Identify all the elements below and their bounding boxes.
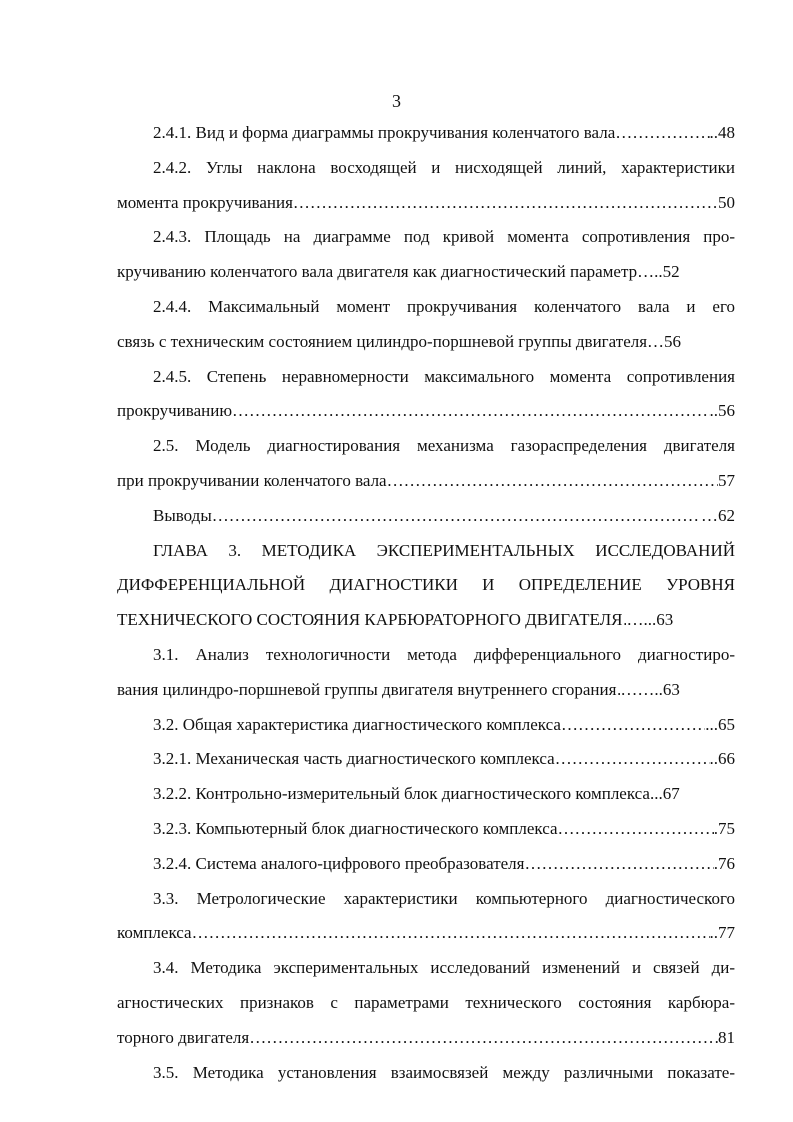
toc-entry-conclusions[interactable] — [117, 499, 735, 534]
toc-entry-title: 3.2.1. Механическая часть диагностического комплекса — [153, 749, 555, 769]
toc-entry-3-4-line2[interactable] — [117, 986, 735, 1021]
toc-entry-title: 3.3. Метрологические характеристики компьютерного диагностического — [153, 888, 735, 908]
toc-entry-2-4-3-line2[interactable] — [117, 255, 735, 290]
toc-chapter-title-cont: ТЕХНИЧЕСКОГО СОСТОЯНИЯ КАРБЮРАТОРНОГО ДВИГАТЕЛЯ — [117, 610, 623, 630]
toc-entry-2-4-3-line1[interactable] — [117, 220, 735, 255]
toc-entry-2-4-2-line2[interactable] — [117, 186, 735, 221]
toc-page-ref: .75 — [713, 818, 735, 838]
toc-dot-leader — [293, 186, 718, 221]
toc-page-ref: ..56 — [709, 401, 735, 421]
toc-entry-2-5-line1[interactable] — [117, 429, 735, 464]
toc-entry-title-cont: торного двигателя — [117, 1027, 250, 1047]
toc-entry-3-1-line1[interactable] — [117, 638, 735, 673]
toc-entry-title-cont: связь с техническим состоянием цилиндро-поршневой группы двигателя — [117, 331, 648, 351]
toc-chapter-3-line3[interactable] — [117, 603, 735, 638]
toc-entry-2-4-1[interactable] — [117, 116, 735, 151]
toc-entry-3-4-line3[interactable] — [117, 1021, 735, 1056]
toc-page-ref: ..77 — [709, 923, 735, 943]
toc-chapter-title-cont: ДИФФЕРЕНЦИАЛЬНОЙ ДИАГНОСТИКИ И ОПРЕДЕЛЕНИЕ УРОВНЯ — [117, 575, 735, 595]
toc-entry-title: 2.4.3. Площадь на диаграмме под кривой момента сопротивления про- — [153, 227, 735, 247]
toc-entry-title: 2.4.2. Углы наклона восходящей и нисходящей линий, характеристики — [153, 157, 735, 177]
toc-dot-leader — [249, 1021, 718, 1056]
toc-dot-leader — [615, 116, 709, 151]
toc-chapter-title: ГЛАВА 3. МЕТОДИКА ЭКСПЕРИМЕНТАЛЬНЫХ ИССЛЕДОВАНИЙ — [153, 540, 735, 560]
toc-entry-3-4-line1[interactable] — [117, 951, 735, 986]
toc-entry-title: Выводы — [153, 505, 212, 525]
toc-entry-2-4-4-line1[interactable] — [117, 290, 735, 325]
toc-entry-title: 3.2. Общая характеристика диагностического комплекса — [153, 714, 561, 734]
toc-entry-title: 3.2.3. Компьютерный блок диагностического комплекса — [153, 818, 558, 838]
toc-page-ref: ..66 — [709, 749, 735, 769]
toc-page-ref: …..52 — [637, 262, 680, 282]
toc-dot-leader — [561, 708, 705, 743]
toc-entry-title: 2.4.5. Степень неравномерности максимального момента сопротивления — [153, 366, 735, 386]
table-of-contents — [117, 116, 735, 1090]
toc-entry-3-2-4[interactable] — [117, 847, 735, 882]
toc-entry-title: 3.5. Методика установления взаимосвязей между различными показате- — [153, 1062, 735, 1082]
toc-dot-leader — [387, 464, 718, 499]
toc-entry-title: 3.1. Анализ технологичности метода дифференциального диагностиро- — [153, 644, 735, 664]
toc-entry-title-cont: кручиванию коленчатого вала двигателя как диагностический параметр — [117, 262, 638, 282]
toc-dot-leader — [555, 742, 710, 777]
toc-entry-title-cont: комплекса — [117, 923, 192, 943]
toc-entry-title: 2.5. Модель диагностирования механизма газораспределения двигателя — [153, 436, 735, 456]
toc-entry-2-5-line2[interactable] — [117, 464, 735, 499]
toc-page-ref: …...63 — [626, 610, 674, 630]
toc-page-ref: …62 — [701, 505, 735, 525]
toc-chapter-3-line1[interactable] — [117, 534, 735, 569]
toc-dot-leader — [212, 499, 701, 534]
toc-entry-3-5-line1[interactable] — [117, 1056, 735, 1091]
toc-page-ref: 81 — [718, 1027, 735, 1047]
toc-entry-title-cont: прокручиванию — [117, 401, 233, 421]
toc-page-ref: 57 — [718, 470, 735, 490]
toc-chapter-3-line2[interactable] — [117, 568, 735, 603]
toc-entry-2-4-5-line1[interactable] — [117, 360, 735, 395]
toc-dot-leader — [525, 847, 714, 882]
toc-entry-title: 2.4.1. Вид и форма диаграммы прокручивания коленчатого вала — [153, 123, 616, 142]
page-number: 3 — [392, 91, 401, 111]
toc-page-ref: 50 — [718, 192, 735, 212]
toc-page-ref: ...67 — [649, 784, 680, 804]
toc-entry-title: 3.4. Методика экспериментальных исследований изменений и связей ди- — [153, 958, 735, 978]
toc-entry-3-3-line1[interactable] — [117, 882, 735, 917]
toc-entry-title-cont: вания цилиндро-поршневой группы двигателя внутреннего сгорания — [117, 679, 617, 699]
toc-entry-2-4-2-line1[interactable] — [117, 151, 735, 186]
toc-page-ref: …56 — [647, 331, 682, 351]
toc-page-ref: ……..63 — [620, 679, 680, 699]
toc-page-ref: ..48 — [709, 123, 735, 142]
toc-page-ref: ...65 — [705, 714, 735, 734]
toc-entry-3-2-2[interactable] — [117, 777, 735, 812]
toc-dot-leader — [192, 916, 710, 951]
toc-entry-3-2-3[interactable] — [117, 812, 735, 847]
toc-entry-3-2[interactable] — [117, 708, 735, 743]
toc-entry-2-4-5-line2[interactable] — [117, 394, 735, 429]
toc-entry-2-4-4-line2[interactable] — [117, 325, 735, 360]
toc-entry-title: 3.2.2. Контрольно-измерительный блок диагностического комплекса — [153, 784, 650, 804]
toc-entry-3-2-1[interactable] — [117, 742, 735, 777]
toc-entry-3-3-line2[interactable] — [117, 916, 735, 951]
toc-entry-title-cont: агностических признаков с параметрами технического состояния карбюра- — [117, 992, 735, 1012]
toc-entry-title: 3.2.4. Система аналого-цифрового преобразователя — [153, 853, 525, 873]
toc-dot-leader — [558, 812, 714, 847]
toc-entry-title: 2.4.4. Максимальный момент прокручивания коленчатого вала и его — [153, 296, 735, 316]
toc-entry-3-1-line2[interactable] — [117, 673, 735, 708]
toc-page-ref: .76 — [713, 853, 735, 873]
toc-dot-leader — [232, 394, 709, 429]
toc-entry-title-cont: при прокручивании коленчатого вала — [117, 470, 387, 490]
toc-entry-title-cont: момента прокручивания — [117, 192, 293, 212]
